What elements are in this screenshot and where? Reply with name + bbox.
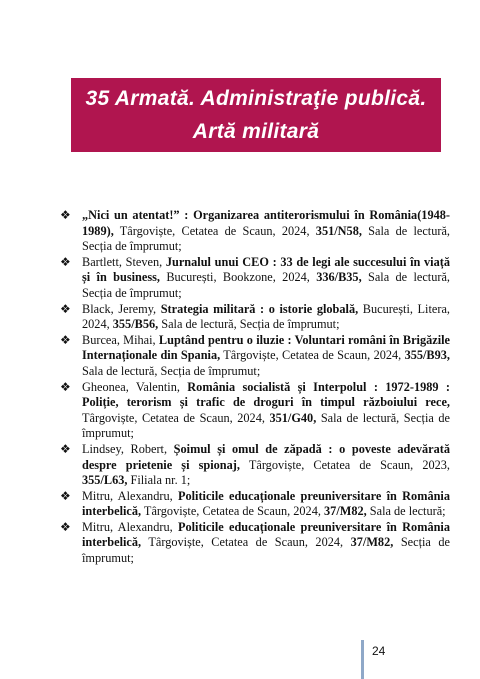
diamond-bullet-icon: ❖ <box>60 301 71 316</box>
entry-bold-text: 351/N58, <box>315 223 362 238</box>
entry-text: Burcea, Mihai, <box>82 332 159 347</box>
entry-bold-text: Luptând pentru o iluzie : Voluntari români în Brigăzile Internaționale din Spania, <box>82 332 450 363</box>
entry-text: Sala de lectură; <box>366 504 446 519</box>
bibliography-entry <box>60 520 450 567</box>
entry-bold-text: 355/B56, <box>112 317 159 332</box>
entry-text: Sala de lectură, Secția de împrumut; <box>82 410 450 441</box>
entry-bold-text: 355/L63, <box>82 473 128 488</box>
entry-text: Mitru, Alexandru, <box>82 519 178 534</box>
entry-bold-text: Politicile educaționale preuniversitare în România interbelică, <box>82 519 451 550</box>
diamond-bullet-icon: ❖ <box>60 379 71 394</box>
entry-bold-text: Jurnalul unui CEO : 33 de legi ale succesului în viață și în business, <box>82 254 450 285</box>
diamond-bullet-icon: ❖ <box>60 488 71 503</box>
entry-text: Târgoviște, Cetatea de Scaun, 2024, <box>220 348 405 363</box>
entry-text: Filiala nr. 1; <box>127 473 191 488</box>
entry-text: Secția de împrumut; <box>82 535 450 566</box>
chapter-title-line-1: 35 Armată. Administraţie publică. <box>85 87 427 110</box>
chapter-title-line-2: Artă militară <box>192 120 320 143</box>
entry-bold-text: 351/G40, <box>269 410 317 425</box>
bibliography-entry <box>60 333 450 380</box>
entry-bold-text: Politicile educaționale preuniversitare în România interbelică, <box>82 488 451 519</box>
entry-bold-text: Strategia militară : o istorie globală, <box>160 301 359 316</box>
entry-text: București, Litera, 2024, <box>82 301 450 332</box>
entry-text: Sala de lectură, Secția de împrumut; <box>82 223 450 254</box>
entry-text: Lindsey, Robert, <box>82 441 174 456</box>
entry-text: București, Bookzone, 2024, <box>159 270 317 285</box>
entry-text: Târgoviște, Cetatea de Scaun, 2024, <box>141 504 325 519</box>
diamond-bullet-icon: ❖ <box>60 254 71 269</box>
entry-bold-text: 37/M82, <box>324 504 367 519</box>
chapter-title-banner <box>71 78 441 152</box>
entry-text: Târgoviște, Cetatea de Scaun, 2023, <box>239 457 451 472</box>
entry-bold-text: 37/M82, <box>350 535 394 550</box>
entry-text: Târgoviște, Cetatea de Scaun, 2024, <box>113 223 316 238</box>
entry-bold-text: Șoimul și omul de zăpadă : o poveste adevărată despre prietenie și spionaj, <box>82 441 450 472</box>
bibliography-entry <box>60 489 450 520</box>
diamond-bullet-icon: ❖ <box>60 332 71 347</box>
diamond-bullet-icon: ❖ <box>60 208 71 222</box>
entry-bold-text: România socialistă și Interpolul : 1972-1989 : Poliție, terorism și trafic de droguri în timpul războiului rece, <box>82 379 450 410</box>
bibliography-entry <box>60 302 450 333</box>
entry-text: Bartlett, Steven, <box>82 254 166 269</box>
page-number-rule <box>361 640 364 679</box>
entry-text: Sala de lectură, Secția de împrumut; <box>82 270 450 300</box>
bibliography-entry <box>60 380 450 442</box>
entry-text: Black, Jeremy, <box>82 301 161 316</box>
entry-text: Sala de lectură, Secția de împrumut; <box>158 317 340 332</box>
bibliography-entry <box>60 255 450 302</box>
bibliography-list <box>60 208 450 567</box>
diamond-bullet-icon: ❖ <box>60 441 71 456</box>
page-number: 24 <box>372 644 386 658</box>
entry-text: Târgoviște, Cetatea de Scaun, 2024, <box>141 535 351 550</box>
entry-text: Târgoviște, Cetatea de Scaun, 2024, <box>82 410 270 425</box>
bibliography-entry <box>60 208 450 255</box>
entry-text: Sala de lectură, Secția de împrumut; <box>82 363 261 378</box>
entry-text: Gheonea, Valentin, <box>82 379 188 394</box>
bibliography-entry <box>60 442 450 489</box>
diamond-bullet-icon: ❖ <box>60 519 71 534</box>
entry-text: Mitru, Alexandru, <box>82 488 178 503</box>
entry-bold-text: „Nici un atentat!” : Organizarea antiterorismului în România(1948-1989), <box>82 208 450 238</box>
entry-bold-text: 355/B93, <box>404 348 450 363</box>
entry-bold-text: 336/B35, <box>316 270 362 285</box>
